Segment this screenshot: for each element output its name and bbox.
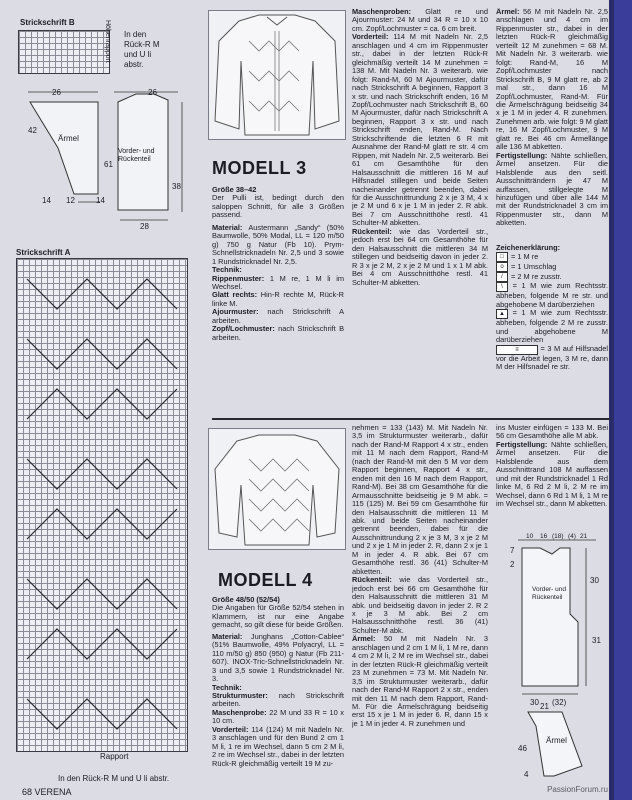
- m4-front-label: Vorder- und Rückenteil: [532, 586, 566, 601]
- modell3-title: MODELL 3: [212, 158, 307, 178]
- modell4-vorder: 114 (124) M mit Nadeln Nr. 3 anschlagen und für den Bund 2 cm 1 M li, 1 re im Wechsel, dann 5 cm 2 M li, 2 re im Wechsel str., dabei in der letzten Rück-R gleichmäßig verteilt 19 M zu-: [212, 724, 344, 768]
- modell3-groesse: Größe 38–42: [212, 186, 257, 194]
- modell3-aermel: 56 M mit Nadeln Nr. 2,5 anschlagen und 4 cm im Rippenmuster str., dabei in der letzten Rück-R gleichmäßig verteilt 12 M zunehmen = 68 M. Mit Nadeln Nr. 3 weiterarb. wie folgt: Rand-M, 16 M Zopf/Lochmuster nach Strickschrift B, 9 M glatt re, ab 2 mal str., dann 16 M Zopf/Lochmuster, Rand-M. Für die Ärmelschrägung beidseitig 34 x je 1 M in jeder 4. R zunehmen. Zunehmen arb. wie folgt: 9 M glatt re, 16 M Zopf/Lochmuster, 9 M glatt re. Bei 46 cm Ärmellänge alle 136 M abketten.: [496, 8, 608, 152]
- watermark: PassionForum.ru: [547, 785, 608, 794]
- measure-38: 38: [172, 182, 181, 191]
- modell4-material: Junghans „Cotton-Cablee“ (51% Baumwolle, 49% Polyacryl, LL = 110 m/50 g) 850 (950) g Natur (Fb 211-607). INOX-Tric-Schnellstricknadeln Nr. 3 und 3,5 sowie 1 Rundstricknadel Nr. 3.: [212, 631, 344, 684]
- legend: [496, 244, 608, 404]
- section-divider: [212, 418, 610, 420]
- modell3-proben-head: Maschenproben:: [352, 8, 412, 16]
- modell4-title: MODELL 4: [218, 570, 313, 590]
- modell4-aermel: 50 M mit Nadeln Nr. 3 anschlagen und 2 cm 1 M li, 1 M re, dann 4 cm 2 M li, 2 M re im Wechsel str., dabei in der letzten Rück-R gleichmäßig verteilt 23 M zunehmen = 73 M. Mit Nadeln Nr. 3,5 im Strukturmuster weiterarb., dafür nach der Rand-M Rapport 2 x str., enden mit den 11 M nach dem Rapport, Rand-M. Für die Ärmelschrägung beidseitig erst 15 x je 1 M in jeder 6. R, dann 15 x je 1 M in jeder 4. R zunehmen und: [352, 634, 488, 728]
- modell3-material: Austermann „Sandy“ (50% Baumwolle, 50% Modal, LL = 120 m/50 g) 750 g Natur (Fb 10). Prym-Schnellstricknadeln Nr. 2,5 und 3 sowie 1 Rundstricknadel Nr. 2,5.: [212, 222, 344, 266]
- modell3-ajour-head: Ajourmuster:: [212, 307, 259, 317]
- modell4-ruecken: wie das Vorderteil str., jedoch erst bei 66 cm Gesamthöhe für den Halsausschnitt die mittleren 31 M abk. und beidseitig davon in jeder 2. R 2 x je 3 M abk. Bei 2 cm Halsausschnitthöhe restl. 36 (41) Schulter-M abk.: [352, 575, 488, 635]
- modell4-struktur-head: Strukturmuster:: [212, 690, 268, 700]
- modell4-vorder-head: Vorderteil:: [212, 724, 249, 734]
- legend-text: = 3 M auf Hilfsnadel vor die Arbeit legen, 3 M re, dann M der Hilfsnadel re str.: [496, 343, 608, 372]
- chart-a-note: In den Rück-R M und U li abstr.: [58, 774, 170, 783]
- modell4-technik-head: Technik:: [212, 682, 242, 692]
- m4-measure-31: 31: [592, 636, 601, 645]
- modell3-vorder-head: Vorderteil:: [352, 32, 389, 42]
- modell3-technik-head: Technik:: [212, 265, 242, 275]
- modell4-cont: nehmen = 133 (143) M. Mit Nadeln Nr. 3,5 im Strukturmuster weiterarb., dafür nach der Rand-M Rapport 4 x str., enden mit 11 M nach dem Rapport, Rand-M (nach der Rand-M mit den 5 M vor dem Rapport beginnen, Rapport 4 x str., enden mit den 16 M nach dem Rapport, Rand-M). Bei 38 cm Gesamthöhe für die Armausschnitte beidseitig je 9 M abk. = 115 (125) M. Bei 59 cm Gesamthöhe für den Halsausschnitt die mittleren 11 M abk. und beide Seiten nacheinander getrennt beenden, dabei für die Ausschnittrundung 2 x je 3 M, 3 x je 2 M und 2 x je 1 M in jeder 2. R, dann 2 x je 1 M in jeder 4. R abk. Bei 67 cm Gesamthöhe restl. 36 (41) Schulter-M abketten.: [352, 424, 488, 576]
- modell4-proben: 22 M und 33 R = 10 x 10 cm.: [212, 707, 344, 726]
- modell3-col2: [352, 8, 488, 404]
- page-footer: 68 VERENA: [22, 787, 72, 797]
- legend-item: [496, 262, 608, 272]
- modell3-rippen: 1 M re, 1 M li im Wechsel.: [212, 273, 344, 291]
- m4-top-16: 16: [540, 533, 548, 540]
- legend-text: = 1 Umschlag: [511, 262, 557, 272]
- measure-42: 42: [28, 126, 37, 135]
- m4-measure-30b: 30: [530, 698, 539, 707]
- m4-measure-30a: 30: [590, 576, 599, 585]
- modell4-struktur: nach Strickschrift arbeiten.: [212, 690, 344, 709]
- modell4-ruecken-head: Rückenteil:: [352, 575, 392, 585]
- modell4-sweater-image: [208, 428, 346, 550]
- page-edge: [614, 0, 632, 800]
- modell4-col1: [212, 596, 344, 786]
- top-schematic: [18, 82, 188, 242]
- measure-26b: 26: [148, 88, 157, 97]
- modell3-sweater-image: [208, 10, 346, 140]
- modell4-fertig: Nähte schließen, Ärmel ansetzen. Für die Halsblende aus dem Ausschnittrand 108 M auffassen und mit der Rundstricknadel 1 Rd linke M, 6 Rd 2 M li, 2 M re im Wechsel, dann 6 Rd 1 M li, 1 M re im Wechsel str., dann M abketten.: [496, 439, 608, 509]
- legend-symbol: ≡: [496, 345, 538, 355]
- rapport-label: Rapport: [100, 752, 129, 761]
- modell4-intro: Die Angaben für Größe 52/54 stehen in Klammern, ist nur eine Angabe gemacht, so gilt diese für beide Größen.: [212, 603, 344, 630]
- measure-14b: 14: [96, 196, 105, 205]
- modell3-glatt: Hin-R rechte M, Rück-R linke M.: [212, 290, 344, 308]
- legend-item: [496, 252, 608, 262]
- m4-top-10: 10: [526, 533, 534, 540]
- modell3-col1: [212, 186, 344, 402]
- legend-symbol: /: [496, 272, 508, 282]
- legend-text: = 1 M wie zum Rechtsstr. abheben, folgende 2 M re zusstr. und abgehobene M darüberziehen: [496, 308, 608, 345]
- aermel-label-top: Ärmel: [58, 134, 79, 143]
- legend-text: = 1 M wie zum Rechtsstr. abheben, folgende M re str. und abgehobene M darüberziehen: [496, 281, 608, 309]
- modell4-col3: [496, 424, 608, 524]
- modell3-glatt-head: Glatt rechts:: [212, 290, 258, 300]
- m4-measure-2: 2: [510, 560, 515, 569]
- measure-26a: 26: [52, 88, 61, 97]
- strickschrift-a-chart: [16, 258, 188, 752]
- m4-measure-32: (32): [552, 698, 567, 707]
- m4-measure-4: 4: [524, 770, 529, 779]
- modell3-proben: Glatt re und Ajourmuster: 24 M und 34 R = 10 x 10 cm. Zopf/Lochmuster = ca. 6 cm breit.: [352, 8, 488, 33]
- modell3-zopf-head: Zopf/Lochmuster:: [212, 324, 275, 334]
- legend-symbol: o: [496, 262, 508, 272]
- modell4-col2: [352, 424, 488, 786]
- modell3-ruecken-head: Rückenteil:: [352, 226, 392, 236]
- hoehenrapport-label: Höhenrapport: [104, 20, 111, 63]
- modell3-intro: Der Pulli ist, bedingt durch den saloppen Schnitt, für alle 3 Größen passend.: [212, 193, 344, 220]
- modell3-zopf: nach Strickschrift B arbeiten.: [212, 324, 344, 342]
- modell3-aermel-head: Ärmel:: [496, 8, 520, 16]
- ajour-pattern: [17, 259, 187, 751]
- legend-title: Zeichenerklärung:: [496, 244, 561, 252]
- modell3-ajour: nach Strickschrift A arbeiten.: [212, 307, 344, 325]
- measure-14a: 14: [42, 196, 51, 205]
- modell3-vorder: 114 M mit Nadeln Nr. 2,5 anschlagen und 4 cm im Rippenmuster str., dabei in der letzten Rück-R gleichmäßig verteilt 14 M zunehmen = 138 M. Mit Nadeln Nr. 3 weiterarb. wie folgt: Rand-M, 60 M Ajourmuster, dafür nach Strickschrift A beginnen, Rapport 3 x str. und nach Strickschrift enden, 16 M Zopf/Lochmuster nach Strickschrift B, 60 M Ajourmuster, dafür nach Strickschrift A beginnen, Rapport 3 x str. und nach Strickschrift enden, Rand-M. Nach Strickschriftende die letzten 6 R mit Ausnahme der Rand-M glatt re str. 4 cm Rippen, mit Nadeln Nr. 2,5 weiterarb. Bei 61 cm Gesamthöhe für den Halsausschnitt die mittleren 16 M auf Hilfsnadel stillegen und beide Seiten nacheinander getrennt beenden, dabei für die Ausschnittrundung 2 x je 3 M, 4 x je 2 M und 6 x je 1 M in jeder 2. R abk. Bei 7 cm Ausschnitthöhe restl. 41 Schulter-M abketten.: [352, 32, 488, 228]
- modell3-fertig-head: Fertigstellung:: [496, 150, 548, 160]
- vorder-rueckenteil-label-top: Vorder- und Rückenteil: [118, 148, 155, 163]
- modell4-groesse: Größe 48/50 (52/54): [212, 596, 280, 604]
- modell3-rippen-head: Rippenmuster:: [212, 273, 265, 283]
- modell3-ruecken: wie das Vorderteil str., jedoch erst bei 64 cm Gesamthöhe für den Halsausschnitt die mittleren 34 M stillegen und beidseitig davon in jeder 2. R 3 x je 2 M, 2 x je 2 M und 1 x 1 M abk. Bei 4 cm Ausschnitthöhe restl. 41 Schulter-M abketten.: [352, 226, 488, 287]
- m4-top-21: 21: [580, 533, 588, 540]
- modell4-material-head: Material:: [212, 631, 243, 641]
- modell3-material-head: Material:: [212, 222, 243, 232]
- m4-measure-46: 46: [518, 744, 527, 753]
- m4-top-18: (18): [552, 533, 564, 540]
- m4-measure-21: 21: [540, 702, 549, 711]
- m4-top-4: (4): [568, 533, 576, 540]
- modell3-fertig: Nähte schließen, Ärmel ansetzen. Für die Halsblende aus den seitl. Ausschnitträndern je 47 M auffassen, stillgelegte M hinzufügen und über alle 144 M mit der Rundstricknadel 3 cm im Rippenmuster str., dann M abketten.: [496, 150, 608, 228]
- measure-61: 61: [104, 160, 113, 169]
- m4-measure-7: 7: [510, 546, 515, 555]
- modell4-fertig-head: Fertigstellung:: [496, 439, 548, 449]
- strickschrift-a-title: Strickschrift A: [16, 248, 71, 257]
- m4-aermel-label: Ärmel: [546, 736, 567, 745]
- modell3-col3: [496, 8, 608, 240]
- strickschrift-b-note: In den Rück-R M und U li abstr.: [124, 30, 160, 69]
- legend-text: = 1 M re: [511, 252, 539, 262]
- strickschrift-b-title: Strickschrift B: [20, 18, 75, 27]
- legend-symbol: \: [496, 282, 508, 292]
- measure-12: 12: [66, 196, 75, 205]
- legend-symbol: ▲: [496, 309, 508, 319]
- strickschrift-b-chart: [18, 30, 110, 74]
- measure-28: 28: [140, 222, 149, 231]
- modell4-aermel-head: Ärmel:: [352, 634, 376, 644]
- modell4-proben-head: Maschenprobe:: [212, 707, 267, 717]
- legend-text: = 2 M re zusstr.: [511, 272, 562, 282]
- modell4-cont2: ins Muster einfügen = 133 M. Bei 56 cm Gesamthöhe alle M abk.: [496, 424, 608, 441]
- legend-symbol: □: [496, 252, 508, 262]
